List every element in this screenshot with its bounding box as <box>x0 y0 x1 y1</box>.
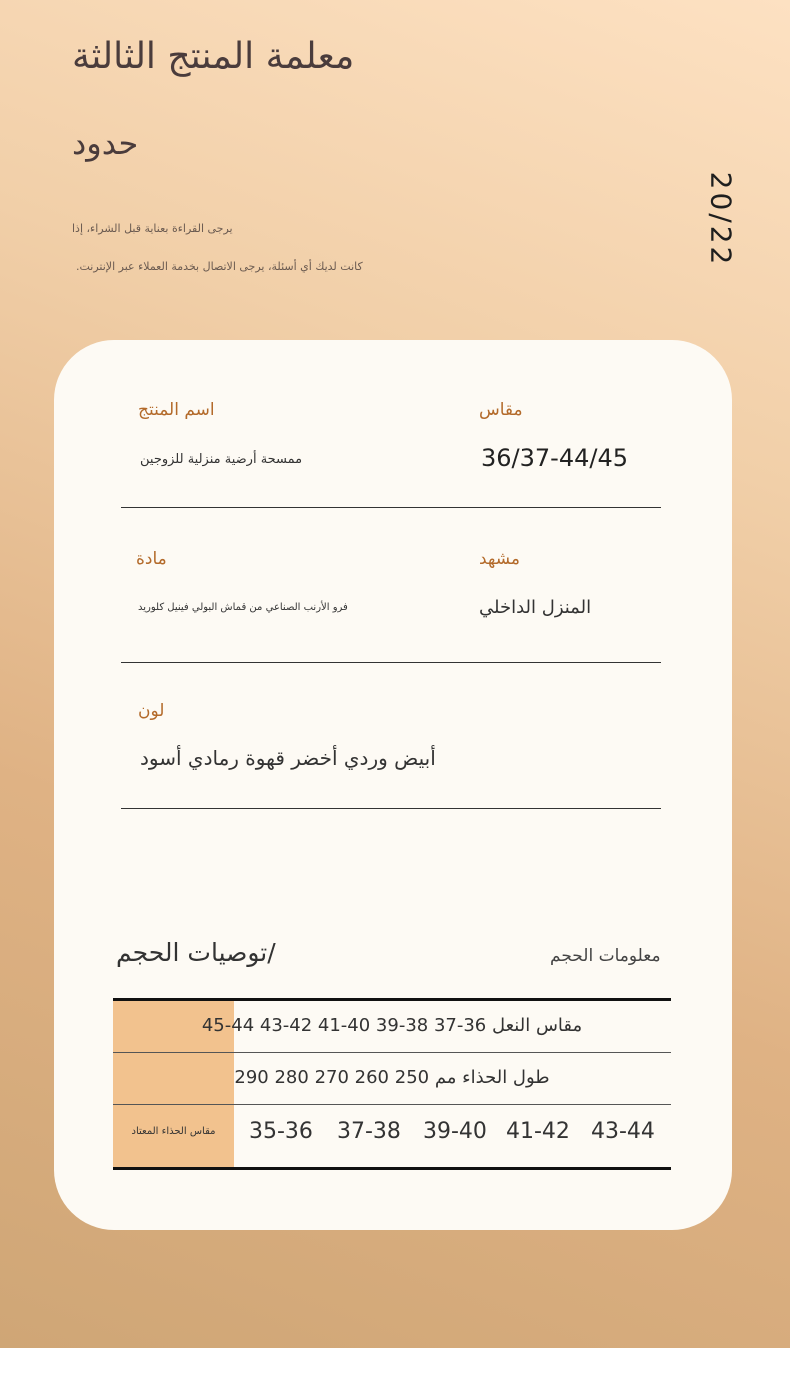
table-row <box>113 1105 671 1164</box>
page-number <box>696 165 746 285</box>
material-value: فرو الأرنب الصناعي من قماش البولي فينيل كلوريد <box>138 602 348 613</box>
size-value: 36/37-44/45 <box>481 444 628 472</box>
material-label: مادة <box>136 549 167 569</box>
scene-label: مشهد <box>479 549 521 569</box>
table-row <box>113 1053 671 1105</box>
size-table <box>113 998 671 1170</box>
divider-1 <box>121 507 661 508</box>
usual-shoe-size-label: مقاس الحذاء المعتاد <box>131 1126 216 1137</box>
size-cell: 41-42 <box>506 1119 570 1144</box>
size-info-label: معلومات الحجم <box>550 946 661 966</box>
name-label: اسم المنتج <box>138 400 215 420</box>
size-label: مقاس <box>479 400 523 420</box>
product-card <box>54 340 732 1230</box>
page-number-text: 20/22 <box>704 171 738 268</box>
divider-3 <box>121 808 661 809</box>
page-subtitle: حدود <box>72 124 139 162</box>
color-value: أبيض وردي أخضر قهوة رمادي أسود <box>140 746 436 770</box>
name-value: ممسحة أرضية منزلية للزوجين <box>140 452 303 467</box>
size-cell: 39-40 <box>423 1119 487 1144</box>
size-cell: 43-44 <box>591 1119 655 1144</box>
color-label: لون <box>138 701 165 721</box>
scene-value: المنزل الداخلي <box>479 597 592 618</box>
notice-line-1: يرجى القراءة بعناية قبل الشراء، إذا <box>72 222 233 235</box>
page-title: معلمة المنتج الثالثة <box>72 36 355 77</box>
size-recommendation-title: توصيات الحجم/ <box>116 938 276 967</box>
size-cell: 35-36 <box>249 1119 313 1144</box>
divider-2 <box>121 662 661 663</box>
table-row <box>113 1001 671 1053</box>
sole-size-row: 45-44 43-42 41-40 39-38 37-36 مقاس النعل <box>201 1015 583 1036</box>
size-cell: 37-38 <box>337 1119 401 1144</box>
notice-line-2: كانت لديك أي أسئلة، يرجى الاتصال بخدمة العملاء عبر الإنترنت. <box>76 260 363 273</box>
shoe-length-row: طول الحذاء مم 250 260 270 280 290 <box>234 1067 550 1088</box>
